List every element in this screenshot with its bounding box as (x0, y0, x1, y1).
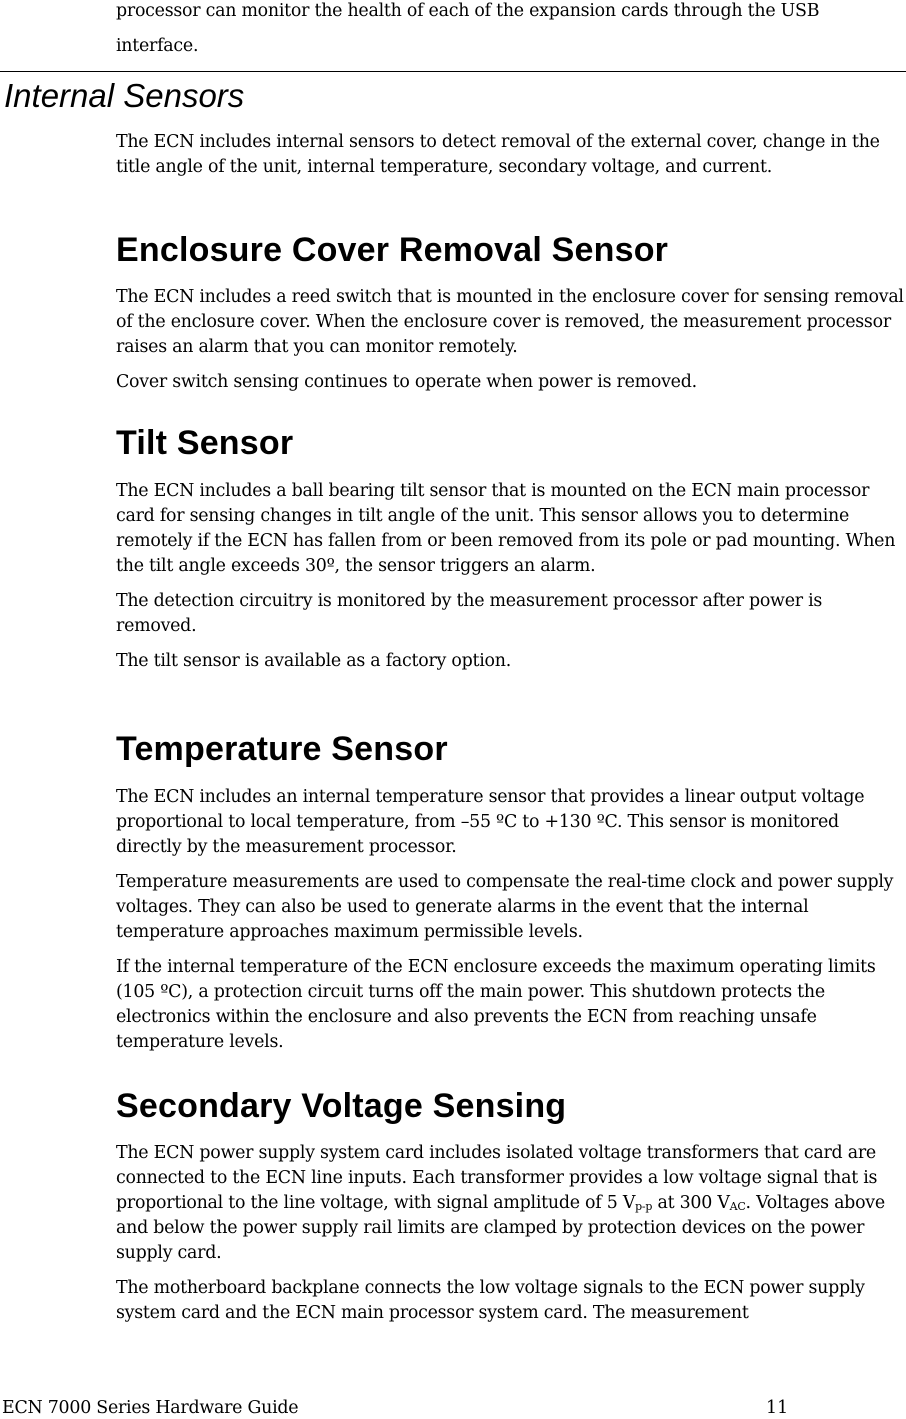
heading-tilt-sensor: Tilt Sensor (116, 424, 294, 462)
section-divider (0, 71, 906, 72)
temperature-paragraph-2: Temperature measurements are used to compensate the real-time clock and power supply voltages. They can also be used to generate alarms in the event that the internal temperature approaches maximum permissible levels. (116, 872, 894, 942)
footer-guide-title: ECN 7000 Series Hardware Guide (2, 1398, 299, 1418)
tilt-sensor-paragraph-1: The ECN includes a ball bearing tilt sensor that is mounted on the ECN main processor card for sensing changes in tilt angle of the unit. This sensor allows you to determine remotely if the ECN has fallen from or been removed from its pole or pad mounting. When the tilt angle exceeds 30º, the sensor triggers an alarm. (116, 481, 896, 576)
continued-line-1: processor can monitor the health of each of the expansion cards through the USB (116, 1, 820, 21)
voltage-text-a: The ECN power supply system card includes isolated voltage transformers that card are connected to the ECN line inputs. Each transformer provides a low voltage signal that is proportional to the line voltage, with signal amplitude of 5 V (116, 1143, 878, 1213)
continued-line-2: interface. (116, 36, 199, 56)
voltage-text-c: . Voltages above and below the power supply rail limits are clamped by protection devices on the power supply card. (116, 1193, 885, 1263)
cover-sensor-body (116, 285, 906, 395)
voltage-sensing-body (116, 1141, 906, 1326)
temperature-paragraph-1: The ECN includes an internal temperature sensor that provides a linear output voltage proportional to local temperature, from –55 ºC to +130 ºC. This sensor is monitored directly by the measurement processor. (116, 787, 865, 857)
footer-page-number: 11 (766, 1398, 789, 1418)
cover-sensor-paragraph-1: The ECN includes a reed switch that is mounted in the enclosure cover for sensing removal of the enclosure cover. When the enclosure cover is removed, the measurement processor raises an alarm that you can monitor remotely. (116, 287, 904, 357)
intro-paragraph: The ECN includes internal sensors to detect removal of the external cover, change in the title angle of the unit, internal temperature, secondary voltage, and current. (116, 132, 880, 177)
temperature-paragraph-3: If the internal temperature of the ECN enclosure exceeds the maximum operating limits (105 ºC), a protection circuit turns off the main power. This shutdown protects the electronics within the enclosure and also prevents the ECN from reaching unsafe temperature levels. (116, 957, 876, 1052)
tilt-sensor-paragraph-2: The detection circuitry is monitored by the measurement processor after power is removed. (116, 591, 823, 636)
voltage-paragraph-1 (116, 1141, 906, 1266)
heading-temperature-sensor: Temperature Sensor (116, 730, 448, 768)
cover-sensor-paragraph-2: Cover switch sensing continues to operate when power is removed. (116, 372, 697, 392)
voltage-subscript-pp: p-p (635, 1200, 653, 1213)
heading-cover-removal-sensor: Enclosure Cover Removal Sensor (116, 231, 669, 269)
voltage-text-b: at 300 V (652, 1193, 730, 1213)
tilt-sensor-paragraph-3: The tilt sensor is available as a factory option. (116, 651, 511, 671)
voltage-paragraph-2: The motherboard backplane connects the low voltage signals to the ECN power supply system card and the ECN main processor system card. The measurement (116, 1278, 865, 1323)
tilt-sensor-body (116, 479, 906, 674)
voltage-subscript-ac: AC (729, 1200, 746, 1213)
heading-secondary-voltage-sensing: Secondary Voltage Sensing (116, 1087, 567, 1125)
continued-paragraph (116, 0, 906, 59)
temperature-sensor-body (116, 785, 906, 1055)
section-title-internal-sensors: Internal Sensors (4, 77, 245, 114)
internal-sensors-intro (116, 130, 906, 180)
